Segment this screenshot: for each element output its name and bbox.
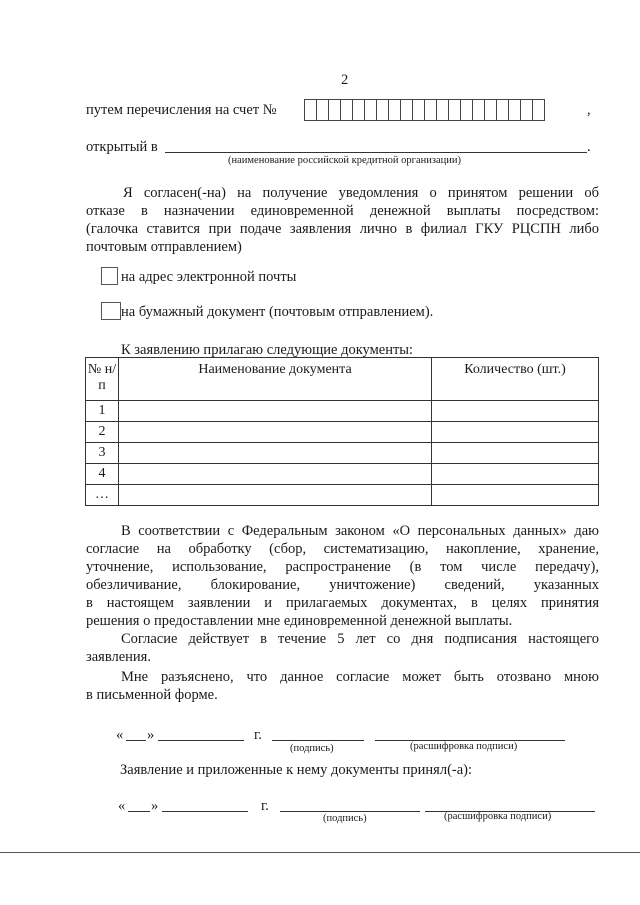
- sig2-signature-caption: (подпись): [323, 813, 367, 824]
- document-name-cell[interactable]: [119, 443, 432, 464]
- table-row: [86, 401, 599, 422]
- sig1-year-suffix: г.: [254, 727, 262, 743]
- row-number: …: [86, 485, 119, 506]
- sig1-decode-caption: (расшифровка подписи): [410, 741, 518, 752]
- sig1-date-close: »: [147, 727, 155, 743]
- sig1-signature-field[interactable]: [272, 740, 364, 741]
- revocation-line-1: Мне разъяснено, что данное согласие может быть отозвано мною: [121, 669, 599, 685]
- paper-option-checkbox[interactable]: [101, 302, 121, 320]
- pd-line-3: уточнение, использование, распространение (в том числе передачу),: [86, 559, 599, 575]
- bank-period: .: [587, 139, 591, 155]
- pd-line-2: согласие на обработку (сбор, систематизацию, накопление, хранение,: [86, 541, 599, 557]
- sig2-month-field[interactable]: [162, 811, 248, 812]
- sig2-date-open: «: [118, 798, 126, 814]
- row-number: 4: [86, 464, 119, 485]
- quantity-cell[interactable]: [432, 422, 599, 443]
- row-number: 3: [86, 443, 119, 464]
- document-name-cell[interactable]: [119, 422, 432, 443]
- consent-line-1: Я согласен(-на) на получение уведомления о принятом решении об: [123, 185, 599, 201]
- page-bottom-rule: [0, 852, 640, 853]
- consent-line-4: почтовым отправлением): [86, 239, 242, 255]
- documents-intro: К заявлению прилагаю следующие документы:: [121, 342, 414, 358]
- account-label: путем перечисления на счет №: [86, 102, 277, 118]
- account-number-cells[interactable]: [304, 99, 544, 121]
- row-number: 2: [86, 422, 119, 443]
- sig1-month-field[interactable]: [158, 740, 244, 741]
- paper-option-label: на бумажный документ (почтовым отправлением).: [121, 304, 434, 320]
- email-option-label: на адрес электронной почты: [121, 269, 297, 285]
- sig2-year-suffix: г.: [261, 798, 269, 814]
- table-header-row: [86, 358, 599, 401]
- sig1-date-open: «: [116, 727, 124, 743]
- document-name-cell[interactable]: [119, 485, 432, 506]
- table-row: [86, 443, 599, 464]
- pd-line-6: решения о предоставлении мне единовременной денежной выплаты.: [86, 613, 513, 629]
- bank-name-field[interactable]: [165, 152, 587, 153]
- col-qty-header: Количество (шт.): [432, 358, 599, 401]
- col-name-header: Наименование документа: [119, 358, 432, 401]
- sig2-signature-field[interactable]: [280, 811, 420, 812]
- account-digit-cell[interactable]: [532, 99, 545, 121]
- bank-label: открытый в: [86, 139, 158, 155]
- document-name-cell[interactable]: [119, 401, 432, 422]
- bank-caption: (наименование российской кредитной организации): [228, 155, 462, 166]
- sig2-day-field[interactable]: [128, 811, 150, 812]
- sig2-decode-caption: (расшифровка подписи): [444, 811, 552, 822]
- quantity-cell[interactable]: [432, 485, 599, 506]
- table-row: [86, 485, 599, 506]
- consent-line-3: (галочка ставится при подаче заявления лично в филиал ГКУ РЦСПН либо: [86, 221, 599, 237]
- validity-line-2: заявления.: [86, 649, 151, 665]
- quantity-cell[interactable]: [432, 401, 599, 422]
- quantity-cell[interactable]: [432, 443, 599, 464]
- documents-table: [85, 357, 599, 506]
- table-row: [86, 422, 599, 443]
- email-option-checkbox[interactable]: [101, 267, 118, 285]
- pd-line-5: в настоящем заявлении и прилагаемых документах, в целях принятия: [86, 595, 599, 611]
- pd-line-4: обезличивание, блокирование, уничтожение) сведений, указанных: [86, 577, 599, 593]
- row-number: 1: [86, 401, 119, 422]
- quantity-cell[interactable]: [432, 464, 599, 485]
- sig1-day-field[interactable]: [126, 740, 146, 741]
- consent-line-2: отказе в назначении единовременной денежной выплаты посредством:: [86, 203, 599, 219]
- sig1-signature-caption: (подпись): [290, 743, 334, 754]
- pd-line-1: В соответствии с Федеральным законом «О персональных данных» даю: [121, 523, 599, 539]
- revocation-line-2: в письменной форме.: [86, 687, 218, 703]
- page-number: 2: [341, 72, 349, 88]
- document-name-cell[interactable]: [119, 464, 432, 485]
- accepted-by-text: Заявление и приложенные к нему документы принял(-а):: [120, 762, 473, 778]
- sig2-date-close: »: [151, 798, 159, 814]
- validity-line-1: Согласие действует в течение 5 лет со дня подписания настоящего: [121, 631, 599, 647]
- table-row: [86, 464, 599, 485]
- account-comma: ,: [587, 102, 591, 118]
- col-num-header: № н/п: [86, 358, 119, 401]
